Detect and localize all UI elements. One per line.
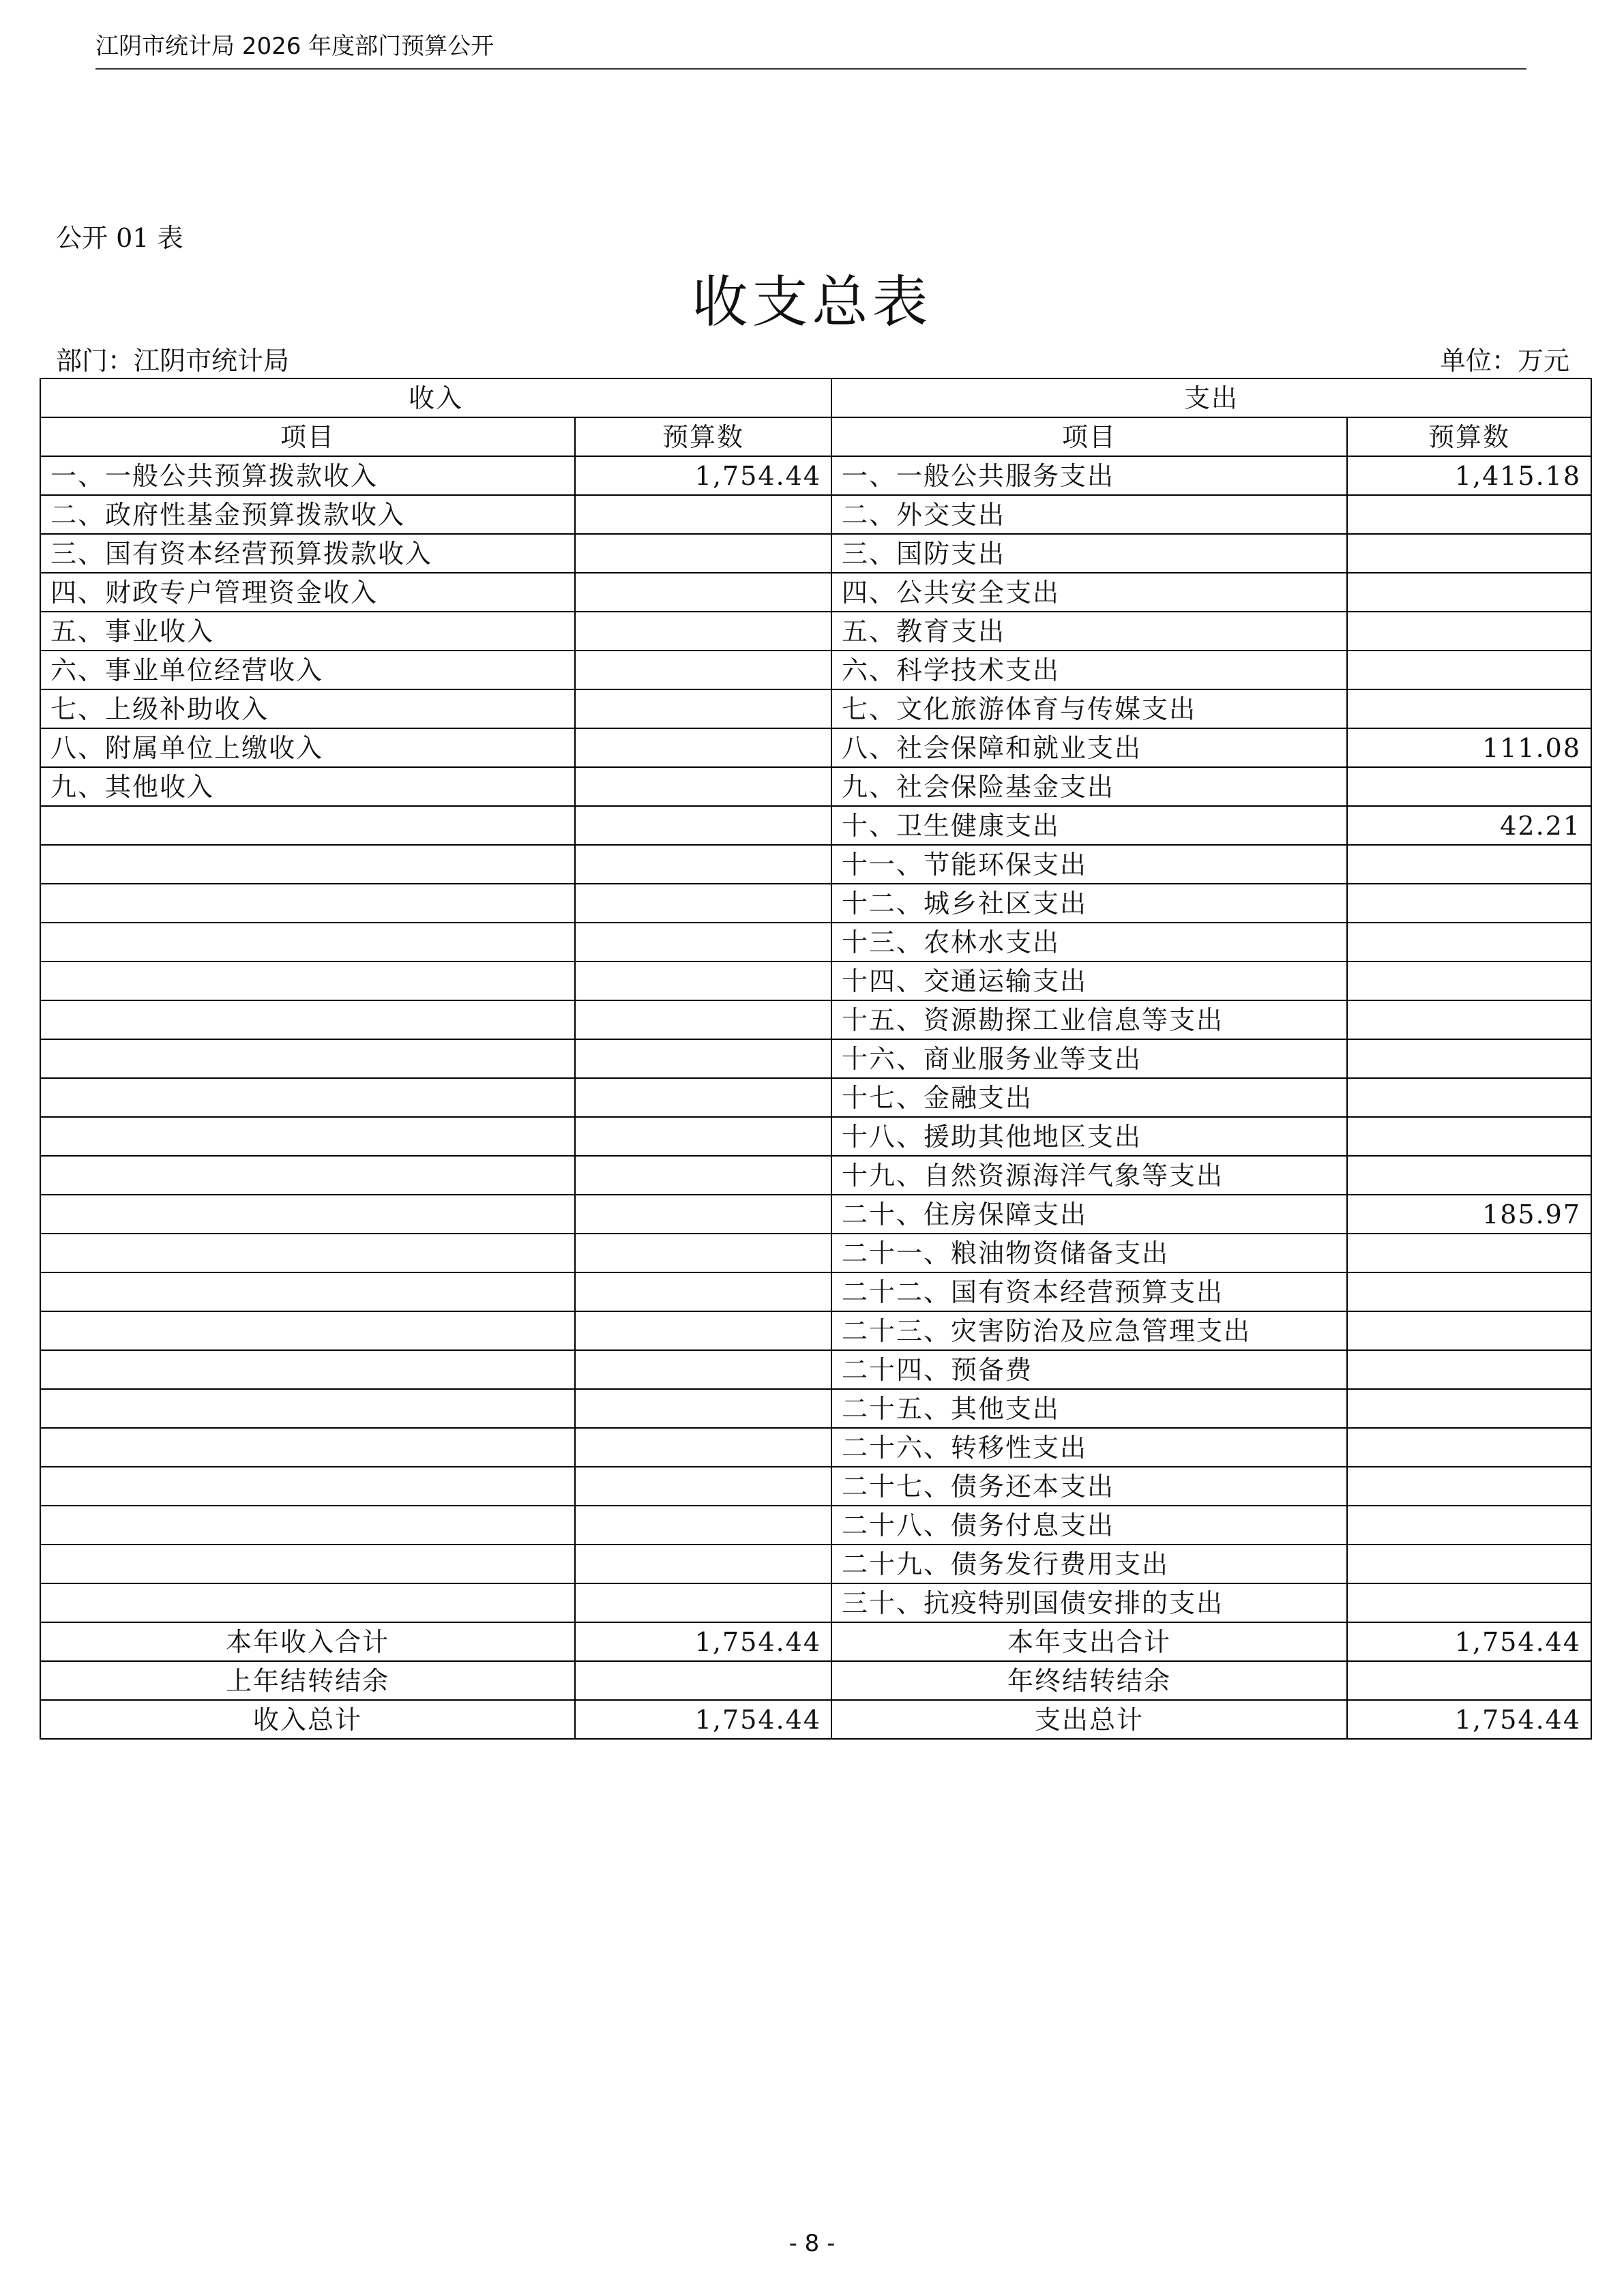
table-row — [40, 1272, 1591, 1311]
income-amount-cell — [575, 1311, 831, 1350]
income-amount-cell — [575, 495, 831, 534]
income-item-cell — [40, 1545, 575, 1583]
income-amount-cell — [575, 1234, 831, 1272]
income-amount-cell — [575, 1117, 831, 1156]
expense-item-cell: 二十七、债务还本支出 — [831, 1467, 1347, 1506]
income-section-header: 收入 — [40, 378, 831, 417]
table-row — [40, 961, 1591, 1000]
expense-item-cell: 二、外交支出 — [831, 495, 1347, 534]
income-amount-cell — [575, 1039, 831, 1078]
table-row — [40, 1467, 1591, 1506]
income-item-cell — [40, 1428, 575, 1467]
header-rule — [95, 68, 1526, 70]
income-amount-cell — [575, 961, 831, 1000]
income-amount-cell — [575, 689, 831, 728]
expense-item-cell: 十、卫生健康支出 — [831, 806, 1347, 845]
table-row — [40, 1117, 1591, 1156]
expense-amount-cell — [1347, 573, 1591, 612]
expense-item-cell: 三十、抗疫特别国债安排的支出 — [831, 1583, 1347, 1622]
income-amount-cell — [575, 612, 831, 651]
expense-amount-cell: 111.08 — [1347, 728, 1591, 767]
income-amount-cell — [575, 1000, 831, 1039]
table-row — [40, 1039, 1591, 1078]
table-row — [40, 1583, 1591, 1622]
income-amount-cell — [575, 845, 831, 884]
expense-amount-cell — [1347, 1506, 1591, 1545]
income-amount-cell — [575, 767, 831, 806]
expense-amount-cell — [1347, 1039, 1591, 1078]
table-row — [40, 884, 1591, 923]
income-item-cell — [40, 961, 575, 1000]
income-item-cell — [40, 1506, 575, 1545]
income-item-cell: 上年结转结余 — [40, 1661, 575, 1700]
table-row — [40, 1156, 1591, 1195]
expense-item-cell: 十四、交通运输支出 — [831, 961, 1347, 1000]
table-row — [40, 1234, 1591, 1272]
income-amount-cell — [575, 1350, 831, 1389]
income-item-cell — [40, 1272, 575, 1311]
income-item-cell: 九、其他收入 — [40, 767, 575, 806]
department-label: 部门：江阴市统计局 — [56, 346, 290, 376]
page-title: 收支总表 — [692, 270, 932, 335]
income-amount-cell — [575, 1078, 831, 1117]
income-item-cell — [40, 1078, 575, 1117]
income-item-cell: 四、财政专户管理资金收入 — [40, 573, 575, 612]
expense-item-cell: 十二、城乡社区支出 — [831, 884, 1347, 923]
income-amount-cell — [575, 1389, 831, 1428]
income-item-cell — [40, 1350, 575, 1389]
expense-item-cell: 二十四、预备费 — [831, 1350, 1347, 1389]
income-item-cell — [40, 884, 575, 923]
expense-item-cell: 二十一、粮油物资储备支出 — [831, 1234, 1347, 1272]
income-item-cell: 六、事业单位经营收入 — [40, 651, 575, 689]
expense-amount-cell — [1347, 1156, 1591, 1195]
table-row — [40, 806, 1591, 845]
income-item-cell — [40, 845, 575, 884]
table-row — [40, 495, 1591, 534]
income-item-cell — [40, 1039, 575, 1078]
expense-amount-cell — [1347, 1000, 1591, 1039]
total-row — [40, 1661, 1591, 1700]
income-item-cell: 本年收入合计 — [40, 1622, 575, 1661]
income-amount-cell — [575, 1661, 831, 1700]
expense-amount-cell — [1347, 1117, 1591, 1156]
table-row — [40, 689, 1591, 728]
income-item-cell — [40, 1311, 575, 1350]
income-item-header: 项目 — [40, 417, 575, 456]
expense-amount-cell — [1347, 689, 1591, 728]
table-row — [40, 1545, 1591, 1583]
expense-amount-cell — [1347, 1350, 1591, 1389]
expense-amount-cell — [1347, 923, 1591, 961]
income-amount-cell — [575, 1156, 831, 1195]
income-item-cell: 二、政府性基金预算拨款收入 — [40, 495, 575, 534]
expense-amount-cell — [1347, 1545, 1591, 1583]
expense-item-cell: 十五、资源勘探工业信息等支出 — [831, 1000, 1347, 1039]
expense-amount-cell — [1347, 845, 1591, 884]
expense-amount-cell — [1347, 1467, 1591, 1506]
table-row — [40, 767, 1591, 806]
table-row — [40, 651, 1591, 689]
income-amount-cell — [575, 1583, 831, 1622]
table-row — [40, 534, 1591, 573]
income-item-cell: 五、事业收入 — [40, 612, 575, 651]
expense-item-cell: 三、国防支出 — [831, 534, 1347, 573]
income-item-cell — [40, 1117, 575, 1156]
table-row — [40, 1428, 1591, 1467]
income-amount-cell — [575, 806, 831, 845]
table-row — [40, 728, 1591, 767]
expense-amount-cell — [1347, 884, 1591, 923]
expense-amount-cell — [1347, 651, 1591, 689]
expense-amount-cell — [1347, 1428, 1591, 1467]
expense-amount-cell — [1347, 495, 1591, 534]
table-row — [40, 923, 1591, 961]
income-item-cell — [40, 1156, 575, 1195]
expense-amount-cell: 42.21 — [1347, 806, 1591, 845]
income-amount-cell — [575, 1467, 831, 1506]
unit-label: 单位：万元 — [1439, 346, 1569, 376]
expense-amount-cell — [1347, 1078, 1591, 1117]
income-item-cell — [40, 806, 575, 845]
expense-item-cell: 四、公共安全支出 — [831, 573, 1347, 612]
income-amount-cell — [575, 728, 831, 767]
table-row — [40, 1078, 1591, 1117]
income-item-cell: 七、上级补助收入 — [40, 689, 575, 728]
expense-item-cell: 二十、住房保障支出 — [831, 1195, 1347, 1234]
income-item-cell: 一、一般公共预算拨款收入 — [40, 456, 575, 495]
expense-amount-cell: 1,754.44 — [1347, 1622, 1591, 1661]
budget-table — [40, 378, 1592, 1740]
section-header-row — [40, 378, 1591, 417]
expense-item-cell: 年终结转结余 — [831, 1661, 1347, 1700]
income-amount-cell: 1,754.44 — [575, 456, 831, 495]
total-row — [40, 1700, 1591, 1739]
expense-amount-header: 预算数 — [1347, 417, 1591, 456]
column-header-row — [40, 417, 1591, 456]
table-row — [40, 612, 1591, 651]
expense-item-cell: 二十八、债务付息支出 — [831, 1506, 1347, 1545]
expense-item-cell: 二十五、其他支出 — [831, 1389, 1347, 1428]
income-item-cell — [40, 1583, 575, 1622]
total-row — [40, 1622, 1591, 1661]
expense-amount-cell — [1347, 767, 1591, 806]
expense-amount-cell — [1347, 612, 1591, 651]
income-item-cell — [40, 1389, 575, 1428]
expense-item-cell: 十九、自然资源海洋气象等支出 — [831, 1156, 1347, 1195]
expense-item-cell: 十七、金融支出 — [831, 1078, 1347, 1117]
table-row — [40, 1389, 1591, 1428]
expense-amount-cell: 1,415.18 — [1347, 456, 1591, 495]
expense-amount-cell: 1,754.44 — [1347, 1700, 1591, 1739]
income-amount-cell — [575, 1195, 831, 1234]
income-amount-cell — [575, 534, 831, 573]
expense-amount-cell — [1347, 1583, 1591, 1622]
expense-amount-cell — [1347, 1311, 1591, 1350]
expense-amount-cell — [1347, 534, 1591, 573]
expense-item-cell: 二十二、国有资本经营预算支出 — [831, 1272, 1347, 1311]
expense-item-header: 项目 — [831, 417, 1347, 456]
expense-item-cell: 十三、农林水支出 — [831, 923, 1347, 961]
income-amount-cell — [575, 884, 831, 923]
table-row — [40, 1350, 1591, 1389]
expense-amount-cell — [1347, 1389, 1591, 1428]
expense-amount-cell: 185.97 — [1347, 1195, 1591, 1234]
income-item-cell: 八、附属单位上缴收入 — [40, 728, 575, 767]
table-row — [40, 1000, 1591, 1039]
income-item-cell: 收入总计 — [40, 1700, 575, 1739]
page-number: - 8 - — [788, 2230, 836, 2257]
income-amount-header: 预算数 — [575, 417, 831, 456]
expense-item-cell: 九、社会保险基金支出 — [831, 767, 1347, 806]
expense-item-cell: 五、教育支出 — [831, 612, 1347, 651]
budget-table-body — [40, 378, 1591, 1739]
expense-item-cell: 十一、节能环保支出 — [831, 845, 1347, 884]
table-number: 公开 01 表 — [56, 223, 183, 253]
income-item-cell — [40, 1234, 575, 1272]
income-item-cell — [40, 923, 575, 961]
income-amount-cell — [575, 1506, 831, 1545]
table-row — [40, 1311, 1591, 1350]
income-amount-cell: 1,754.44 — [575, 1622, 831, 1661]
expense-item-cell: 二十六、转移性支出 — [831, 1428, 1347, 1467]
expense-section-header: 支出 — [831, 378, 1591, 417]
income-amount-cell — [575, 1545, 831, 1583]
table-row — [40, 1506, 1591, 1545]
expense-item-cell: 二十三、灾害防治及应急管理支出 — [831, 1311, 1347, 1350]
expense-item-cell: 支出总计 — [831, 1700, 1347, 1739]
income-amount-cell — [575, 651, 831, 689]
table-row — [40, 456, 1591, 495]
expense-item-cell: 十六、商业服务业等支出 — [831, 1039, 1347, 1078]
income-amount-cell — [575, 923, 831, 961]
expense-item-cell: 本年支出合计 — [831, 1622, 1347, 1661]
expense-item-cell: 七、文化旅游体育与传媒支出 — [831, 689, 1347, 728]
running-header: 江阴市统计局 2026 年度部门预算公开 — [95, 33, 494, 60]
income-amount-cell — [575, 1272, 831, 1311]
income-item-cell — [40, 1000, 575, 1039]
table-row — [40, 573, 1591, 612]
expense-amount-cell — [1347, 1661, 1591, 1700]
expense-item-cell: 一、一般公共服务支出 — [831, 456, 1347, 495]
expense-item-cell: 八、社会保障和就业支出 — [831, 728, 1347, 767]
expense-amount-cell — [1347, 1234, 1591, 1272]
table-row — [40, 845, 1591, 884]
income-item-cell — [40, 1195, 575, 1234]
income-amount-cell: 1,754.44 — [575, 1700, 831, 1739]
expense-amount-cell — [1347, 1272, 1591, 1311]
expense-item-cell: 十八、援助其他地区支出 — [831, 1117, 1347, 1156]
expense-amount-cell — [1347, 961, 1591, 1000]
expense-item-cell: 二十九、债务发行费用支出 — [831, 1545, 1347, 1583]
income-amount-cell — [575, 573, 831, 612]
income-amount-cell — [575, 1428, 831, 1467]
table-row — [40, 1195, 1591, 1234]
income-item-cell — [40, 1467, 575, 1506]
expense-item-cell: 六、科学技术支出 — [831, 651, 1347, 689]
income-item-cell: 三、国有资本经营预算拨款收入 — [40, 534, 575, 573]
